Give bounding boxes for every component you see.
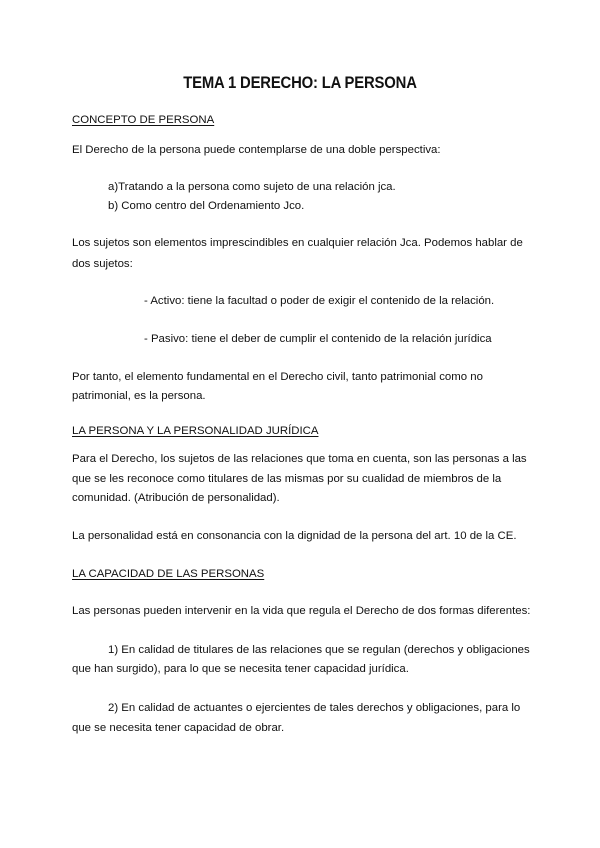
list-item-line: que se necesita tener capacidad de obrar. <box>72 722 285 734</box>
paragraph-line: Para el Derecho, los sujetos de las relaciones que toma en cuenta, son las personas a las <box>72 453 527 465</box>
list-item: a)Tratando a la persona como sujeto de una relación jca. <box>108 181 396 193</box>
list-item-line: que han surgido), para lo que se necesita tener capacidad jurídica. <box>72 663 409 675</box>
section-heading-capacidad: LA CAPACIDAD DE LAS PERSONAS <box>72 568 265 580</box>
section-heading-personalidad: LA PERSONA Y LA PERSONALIDAD JURÍDICA <box>72 425 319 437</box>
subject-pasivo: - Pasivo: tiene el deber de cumplir el contenido de la relación jurídica <box>144 333 492 345</box>
paragraph-intro: El Derecho de la persona puede contemplarse de una doble perspectiva: <box>72 144 441 156</box>
list-item-line: 2) En calidad de actuantes o ejercientes de tales derechos y obligaciones, para lo <box>108 702 521 714</box>
section-heading-concepto: CONCEPTO DE PERSONA <box>72 114 215 126</box>
paragraph-line: Por tanto, el elemento fundamental en el Derecho civil, tanto patrimonial como no <box>72 371 483 383</box>
paragraph-line: patrimonial, es la persona. <box>72 390 206 402</box>
list-item-line: 1) En calidad de titulares de las relaciones que se regulan (derechos y obligaciones <box>108 644 530 656</box>
paragraph-intro: Las personas pueden intervenir en la vida que regula el Derecho de dos formas diferentes: <box>72 605 531 617</box>
document-title: TEMA 1 DERECHO: LA PERSONA <box>183 74 417 92</box>
paragraph-line: Los sujetos son elementos imprescindibles en cualquier relación Jca. Podemos hablar de <box>72 237 523 249</box>
paragraph-line: dos sujetos: <box>72 258 133 270</box>
subject-activo: - Activo: tiene la facultad o poder de exigir el contenido de la relación. <box>144 295 495 307</box>
paragraph-line: comunidad. (Atribución de personalidad). <box>72 492 280 504</box>
paragraph-line: que se les reconoce como titulares de las mismas por su cualidad de miembros de la <box>72 473 502 485</box>
list-item: b) Como centro del Ordenamiento Jco. <box>108 200 305 212</box>
paragraph-line: La personalidad está en consonancia con la dignidad de la persona del art. 10 de la CE. <box>72 530 517 542</box>
